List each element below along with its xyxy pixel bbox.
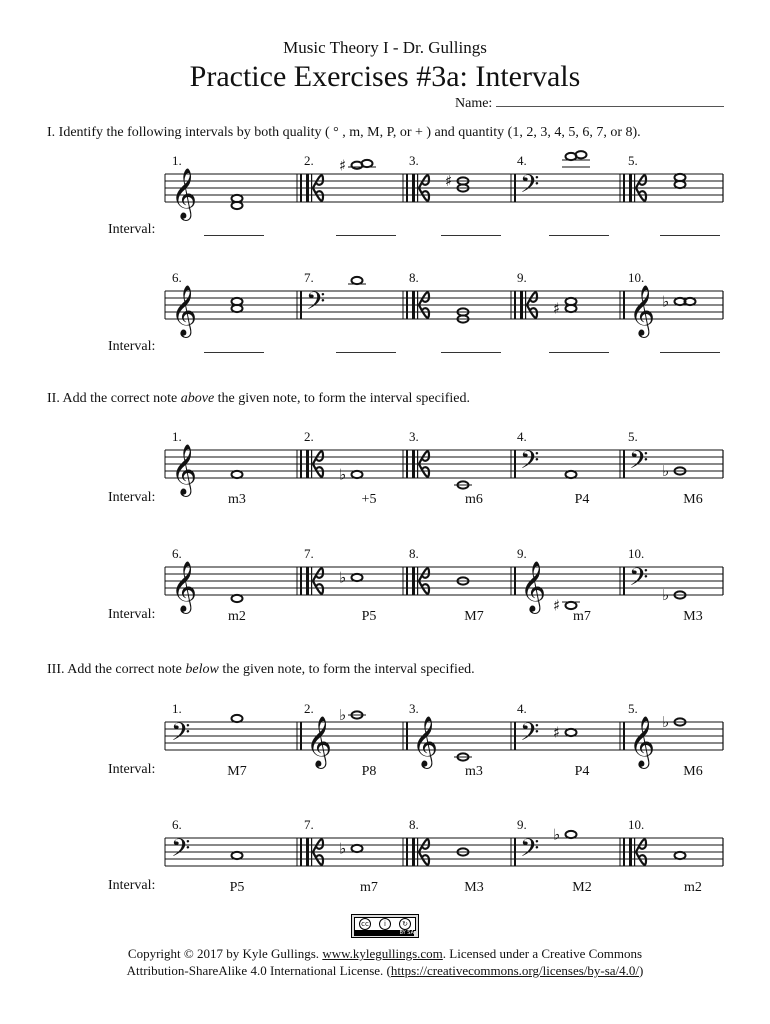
whole-note [339,840,363,858]
alto-clef-icon [306,567,323,595]
page-title: Practice Exercises #3a: Intervals [189,60,581,93]
section-1-instruction: I. Identify the following intervals by both quality ( ° , m, M, P, or + ) and quantity (1, 2, 3, 4, 5, 6, 7, or 8). [47,125,641,140]
sharp-icon: ♯ [339,156,347,175]
answer-blank-line[interactable] [441,352,501,353]
interval-label: Interval: [108,607,156,622]
whole-note [675,181,686,188]
bass-clef-icon [520,170,539,205]
treble-clef-icon [171,168,197,221]
exercise-number: 3. [409,701,419,716]
bass-clef-icon [629,563,648,598]
answer-blank-line[interactable] [660,352,720,353]
interval-name: P4 [574,764,590,779]
whole-note [232,202,243,209]
svg-text:𝄞: 𝄞 [171,168,198,219]
exercise-number: 10. [628,270,645,285]
answer-blank-line[interactable] [549,352,609,353]
exercise-number: 8. [409,270,419,285]
flat-icon: ♭ [662,292,670,311]
svg-text:𝄞: 𝄞 [629,285,656,336]
flat-icon: ♭ [662,462,670,480]
answer-blank-line[interactable] [336,235,396,236]
answer-blank-line[interactable] [336,352,396,353]
interval-name: m2 [684,880,702,895]
exercise-number: 8. [409,546,419,561]
whole-note [445,172,469,190]
svg-text:𝄢: 𝄢 [520,834,540,869]
alto-clef-icon [629,174,646,202]
whole-note [348,277,366,284]
whole-note [662,713,686,731]
exercise-number: 7. [304,546,314,561]
whole-note [232,471,243,478]
interval-label: Interval: [108,339,156,354]
flat-icon: ♭ [339,706,347,724]
interval-name: m3 [228,492,246,507]
exercise-number: 7. [304,270,314,285]
treble-clef-icon [629,285,655,338]
whole-note [553,724,577,742]
name-blank-line[interactable] [496,96,724,107]
whole-note [566,298,577,305]
exercise-number: 6. [172,270,182,285]
interval-name: M2 [572,880,592,895]
exercise-number: 9. [517,817,527,832]
exercise-number: 5. [628,153,638,168]
interval-name: +5 [361,492,377,507]
name-field [455,96,724,112]
alto-clef-icon [520,291,537,319]
exercise-number: 5. [628,701,638,716]
exercise-number: 2. [304,153,314,168]
flat-icon: ♭ [339,568,347,587]
whole-note [458,184,469,191]
sharp-icon: ♯ [445,172,453,190]
interval-name: M7 [464,609,484,624]
course-title: Music Theory I - Dr. Gullings [283,38,487,57]
whole-note [358,160,376,167]
svg-text:𝄞: 𝄞 [171,561,198,612]
treble-clef-icon [171,444,197,497]
bass-clef-icon [520,446,539,481]
sharp-icon: ♯ [553,596,561,615]
exercise-number: 8. [409,817,419,832]
svg-text:𝄞: 𝄞 [412,716,439,767]
cc-license-badge: cc i ↻ BY SA [351,914,419,938]
exercise-number: 1. [172,429,182,444]
interval-name: m7 [573,609,591,624]
whole-note [675,174,686,181]
svg-text:𝄞: 𝄞 [629,716,656,767]
exercise-number: 6. [172,817,182,832]
exercise-number: 5. [628,429,638,444]
alto-clef-icon [412,838,429,866]
interval-name: P5 [229,880,245,895]
answer-blank-line[interactable] [204,235,264,236]
svg-text:𝄢: 𝄢 [520,446,540,481]
exercise-number: 10. [628,546,645,561]
exercise-number: 4. [517,153,527,168]
whole-note [232,305,243,312]
alto-clef-icon [412,174,429,202]
interval-name: m7 [360,880,378,895]
bass-clef-icon [171,834,190,869]
bass-clef-icon [520,834,539,869]
exercise-number: 2. [304,429,314,444]
svg-text:𝄢: 𝄢 [171,834,191,869]
whole-note [553,826,577,844]
svg-text:𝄞: 𝄞 [306,716,333,767]
whole-note [339,569,363,587]
svg-text:𝄢: 𝄢 [171,718,191,753]
svg-text:𝄢: 𝄢 [520,718,540,753]
alto-clef-icon [412,567,429,595]
interval-label: Interval: [108,762,156,777]
section-2-instruction: II. Add the correct note above the given note, to form the interval specified. [47,391,470,406]
exercise-number: 1. [172,701,182,716]
sharp-icon: ♯ [553,299,561,318]
interval-name: M3 [464,880,484,895]
alto-clef-icon [412,450,429,478]
footer-copyright: Copyright © 2017 by Kyle Gullings. www.kylegullings.com. Licensed under a Creative Commons Attribution-ShareAlike 4.0 International License. (https://creativecommons.org/licenses/by-sa/4.0/) [126,946,644,978]
svg-text:𝄢: 𝄢 [629,446,649,481]
interval-label: Interval: [108,222,156,237]
interval-name: P5 [361,609,377,624]
flat-icon: ♭ [339,465,347,484]
whole-note [662,462,686,480]
name-label: Name: [455,96,493,111]
exercise-number: 9. [517,270,527,285]
whole-note [662,586,686,604]
interval-name: m6 [465,492,483,507]
whole-note [458,577,469,584]
interval-name: P8 [361,764,377,779]
whole-note [458,848,469,855]
whole-note [339,466,363,484]
exercise-number: 3. [409,429,419,444]
svg-text:𝄢: 𝄢 [306,287,326,322]
alto-clef-icon [306,450,323,478]
exercise-number: 7. [304,817,314,832]
sharp-icon: ♯ [553,723,561,742]
whole-note [454,753,472,760]
alto-clef-icon [306,174,323,202]
whole-note [454,481,472,488]
interval-label: Interval: [108,878,156,893]
whole-note [562,153,580,167]
treble-clef-icon [629,716,655,769]
exercise-number: 10. [628,817,645,832]
svg-text:𝄢: 𝄢 [520,170,540,205]
interval-name: M6 [683,764,703,779]
whole-note [566,471,577,478]
alto-clef-icon [306,838,323,866]
interval-name: m2 [228,609,246,624]
treble-clef-icon [171,561,197,614]
whole-note [685,298,696,305]
treble-clef-icon [520,561,546,614]
exercise-number: 6. [172,546,182,561]
interval-label: Interval: [108,490,156,505]
whole-note [232,595,243,602]
flat-icon: ♭ [662,586,670,604]
alto-clef-icon [412,291,429,319]
flat-icon: ♭ [339,839,347,858]
interval-name: M3 [683,609,703,624]
whole-note [232,715,243,722]
flat-icon: ♭ [662,713,670,731]
exercise-number: 9. [517,546,527,561]
svg-text:𝄞: 𝄞 [171,285,198,336]
treble-clef-icon [171,285,197,338]
treble-clef-icon [306,716,332,769]
whole-note [458,315,469,322]
interval-name: P4 [574,492,590,507]
svg-text:𝄞: 𝄞 [171,444,198,495]
whole-note [232,852,243,859]
exercise-number: 3. [409,153,419,168]
whole-note [232,195,243,202]
bass-clef-icon [520,718,539,753]
answer-blank-line[interactable] [660,235,720,236]
answer-blank-line[interactable] [441,235,501,236]
svg-text:𝄢: 𝄢 [629,563,649,598]
alto-clef-icon [629,838,646,866]
flat-icon: ♭ [553,825,561,844]
bass-clef-icon [171,718,190,753]
interval-name: M6 [683,492,703,507]
svg-text:𝄞: 𝄞 [520,561,547,612]
answer-blank-line[interactable] [549,235,609,236]
exercise-number: 1. [172,153,182,168]
exercise-number: 4. [517,429,527,444]
whole-note [232,298,243,305]
interval-name: m3 [465,764,483,779]
answer-blank-line[interactable] [204,352,264,353]
whole-note [458,308,469,315]
exercise-number: 2. [304,701,314,716]
whole-note [572,151,590,167]
whole-note [675,852,686,859]
license-link[interactable]: https://creativecommons.org/licenses/by-sa/4.0/ [390,963,640,978]
treble-clef-icon [412,716,438,769]
whole-note [553,300,577,318]
bass-clef-icon [629,446,648,481]
whole-note [662,293,686,311]
whole-note [339,156,366,174]
author-website-link[interactable]: www.kylegullings.com [322,946,443,961]
bass-clef-icon [306,287,325,322]
interval-name: M7 [227,764,247,779]
section-3-instruction: III. Add the correct note below the given note, to form the interval specified. [47,662,475,677]
whole-note [339,706,366,724]
exercise-number: 4. [517,701,527,716]
